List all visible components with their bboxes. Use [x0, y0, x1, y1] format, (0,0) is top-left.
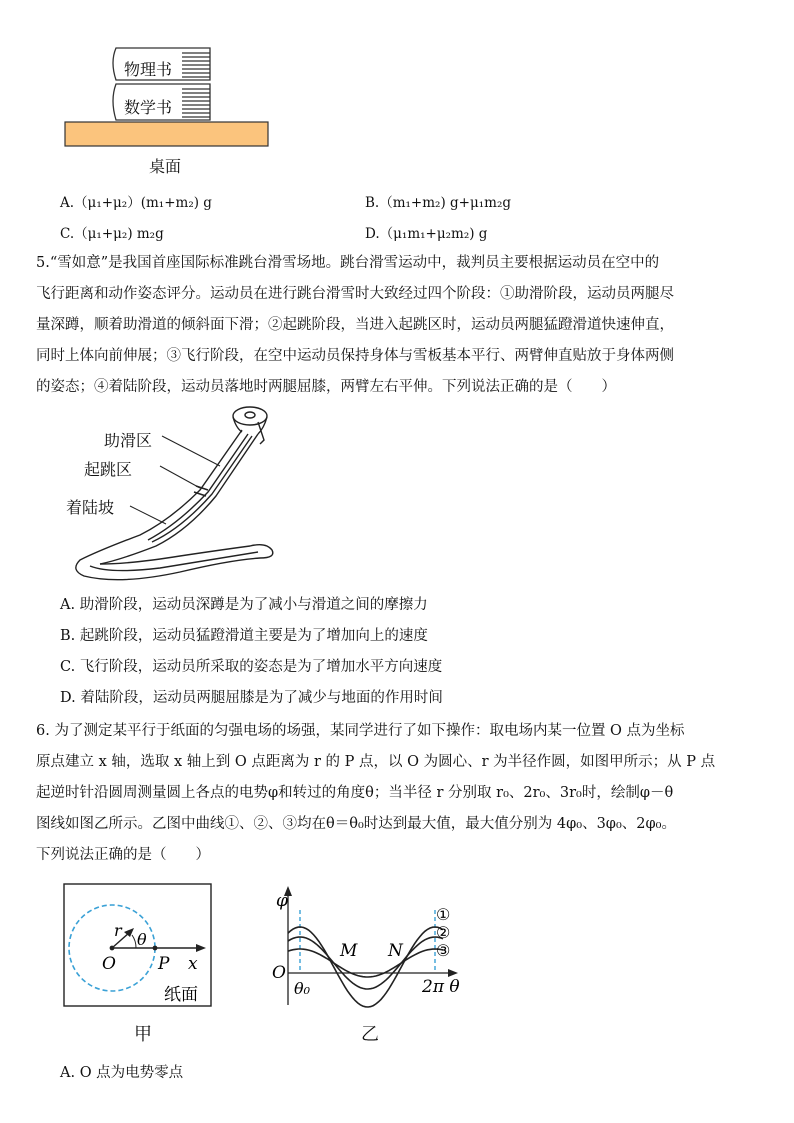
label-N: N	[388, 941, 403, 961]
label-curve-2: ②	[436, 923, 451, 942]
label-r: r	[114, 921, 122, 940]
desk	[65, 122, 268, 146]
label-O-yi: O	[272, 963, 286, 983]
book-bottom-label: 数学书	[124, 98, 173, 117]
q5-stem-line: 飞行距离和动作姿态评分。运动员在进行跳台滑雪时大致经过四个阶段：①助滑阶段，运动员两腿尽	[36, 286, 674, 302]
theta-axis-arrow-icon	[448, 969, 458, 977]
label-curve-1: ①	[436, 905, 451, 924]
desk-label: 桌面	[149, 157, 182, 176]
q6-stem-line: 6. 为了测定某平行于纸面的匀强电场的场强，某同学进行了如下操作：取电场内某一位置 O 点为坐标	[36, 723, 685, 739]
fig-jia	[60, 880, 220, 1010]
curve-1	[288, 927, 443, 1007]
q5-stem-line: 5.“雪如意”是我国首座国际标准跳台滑雪场地。跳台滑雪运动中，裁判员主要根据运动员在空中的	[36, 255, 660, 271]
caption-jia: 甲	[134, 1024, 152, 1045]
q5-option-d: D. 着陆阶段，运动员两腿屈膝是为了减少与地面的作用时间	[60, 690, 443, 706]
label-paper: 纸面	[164, 985, 198, 1005]
q6-stem-line: 下列说法正确的是（ ）	[36, 847, 210, 863]
q5-option-a: A. 助滑阶段，运动员深蹲是为了减小与滑道之间的摩擦力	[60, 597, 428, 613]
book-top-label: 物理书	[124, 60, 173, 79]
label-O: O	[102, 954, 116, 974]
q5-option-c: C. 飞行阶段，运动员所采取的姿态是为了增加水平方向速度	[60, 659, 443, 675]
label-x: x	[188, 954, 198, 974]
q5-stem-line: 同时上体向前伸展；③飞行阶段，在空中运动员保持身体与雪板基本平行、两臂伸直贴放于身体两侧	[36, 348, 674, 364]
label-theta0: θ₀	[294, 979, 311, 998]
q6-stem-line: 图线如图乙所示。乙图中曲线①、②、③均在θ＝θ₀时达到最大值，最大值分别为 4φ₀、3φ₀、2φ₀。	[36, 816, 676, 832]
q6-stem-line: 原点建立 x 轴，选取 x 轴上到 O 点距离为 r 的 P 点，以 O 为圆心、r 为半径作圆，如图甲所示；从 P 点	[36, 754, 716, 770]
label-2pi-theta: 2π θ	[422, 977, 460, 997]
q5-option-b: B. 起跳阶段，运动员猛蹬滑道主要是为了增加向上的速度	[60, 628, 428, 644]
q4-option-b: B.（m₁+m₂) g+μ₁m₂g	[365, 195, 512, 211]
zone-label-inrun: 助滑区	[104, 431, 153, 450]
fig-yi	[260, 880, 470, 1020]
q6-stem	[36, 716, 715, 871]
label-theta: θ	[137, 930, 147, 949]
q5-stem	[36, 248, 674, 403]
label-M: M	[340, 941, 358, 961]
label-curve-3: ③	[436, 941, 451, 960]
q6-stem-line: 起逆时针沿圆周测量圆上各点的电势φ和转过的角度θ；当半径 r 分别取 r₀、2r₀、3r₀时，绘制φ－θ	[36, 785, 674, 801]
q5-stem-line: 的姿态；④着陆阶段，运动员落地时两腿屈膝，两臂左右平伸。下列说法正确的是（ ）	[36, 379, 616, 395]
q4-option-a: A.（μ₁+μ₂）(m₁+m₂) g	[60, 195, 212, 211]
q5-stem-line: 量深蹲，顺着助滑道的倾斜面下滑；②起跳阶段，当进入起跳区时，运动员两腿猛蹬滑道快速伸直，	[36, 317, 674, 333]
label-phi: φ	[276, 891, 288, 911]
q6-option-a: A. O 点为电势零点	[60, 1065, 184, 1081]
q5-options	[60, 590, 443, 714]
zone-label-takeoff: 起跳区	[84, 460, 133, 479]
label-P: P	[158, 954, 170, 974]
caption-yi: 乙	[361, 1024, 379, 1045]
q4-option-c: C.（μ₁+μ₂) m₂g	[60, 226, 164, 242]
curve-2	[288, 937, 443, 989]
zone-label-landing: 着陆坡	[66, 498, 115, 517]
q4-option-d: D.（μ₁m₁+μ₂m₂) g	[365, 226, 488, 242]
